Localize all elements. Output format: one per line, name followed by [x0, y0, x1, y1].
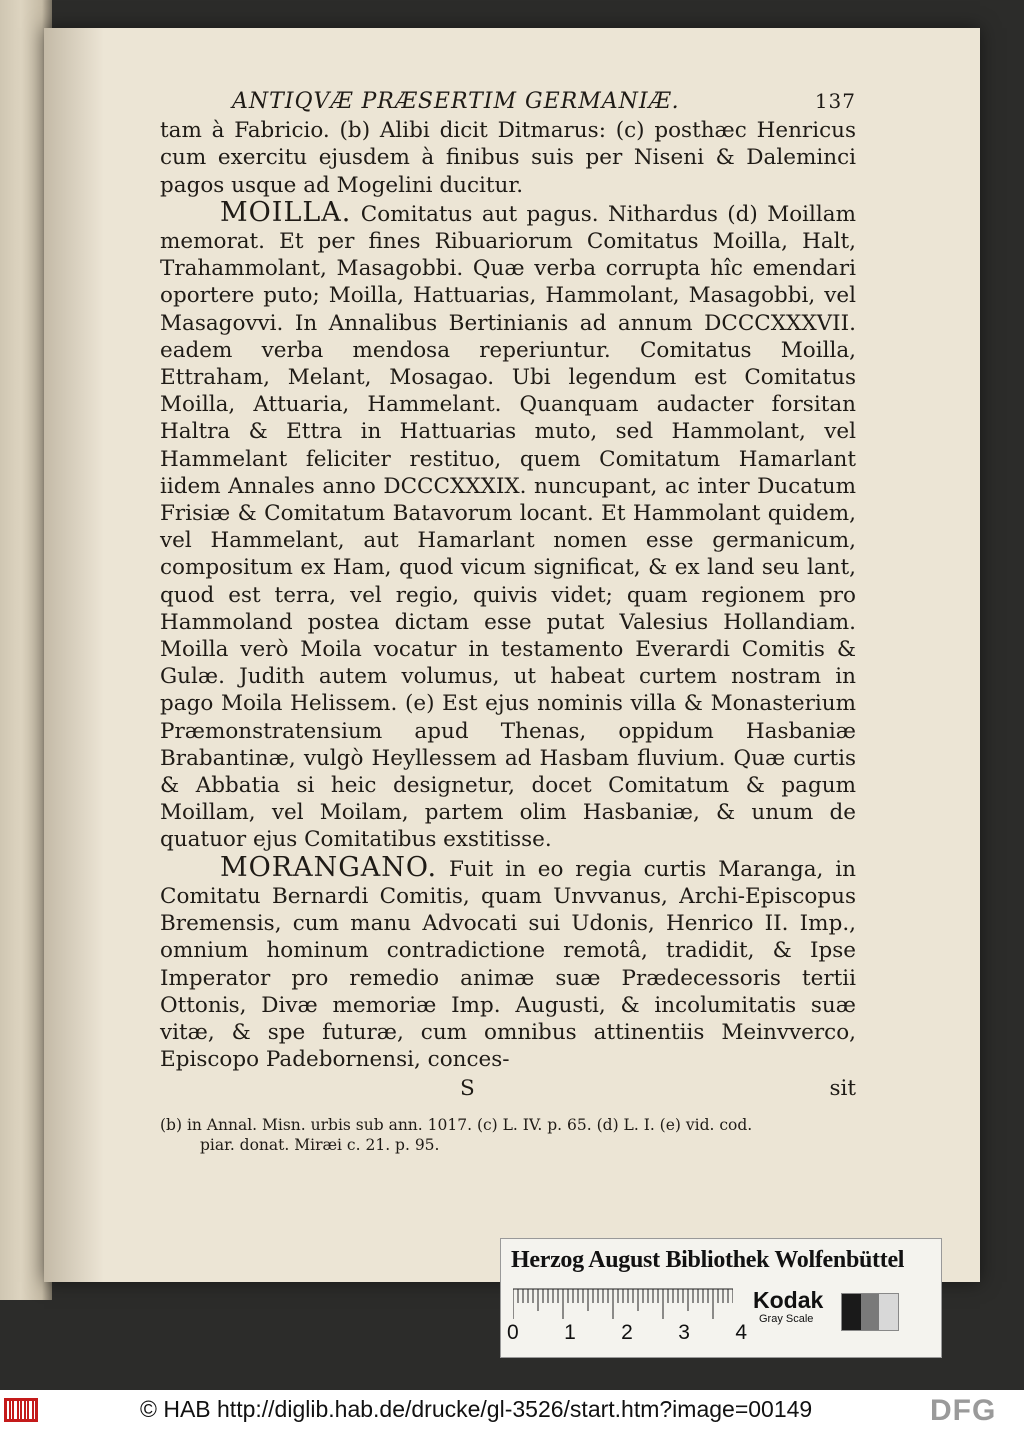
gray-patch: [842, 1294, 861, 1330]
entry-text-moilla: Comitatus aut pagus. Nithardus (d) Moillam memorat. Et per fines Ribuariorum Comitatus Moilla, Halt, Trahammolant, Masagobbi. Quæ verba corrupta hîc emendari oportere puto; Moilla, Hattuarias, Hammolant, Masagobbi, vel Masagovvi. In Annalibus Bertinianis ad annum DCCCXXXVII. eadem verba mendosa reperiuntur. Comitatus Moilla, Ettraham, Melant, Mosagao. Ubi legendum est Comitatus Moilla, Attuaria, Hammelant. Quanquam audacter forsitan Haltra & Ettra in Hattuarias muto, sed Hammolant, vel Hammelant feliciter restituo, quem Comitatum Hamarlant iidem Annales anno DCCCXXXIX. nuncupant, ac inter Ducatum Frisiæ & Comitatum Batavorum locant. Et Hammolant quidem, vel Hammelant, aut Hamarlant nomen esse germanicum, compositum ex Ham, quod vicum significat, & ex land seu lant, quod est terra, vel regio, quivis videt; quam regionem pro Hammoland postea dictam esse putat Valesius Hollandiam. Moilla verò Moila vocatur in testamento Everardi Comitis & Gulæ. Judith autem volumus, ut habeat curtem nostram in pago Moila Helissem. (e) Est ejus nominis villa & Monasterium Præmonstratensium apud Thenas, oppidum Hasbaniæ Brabantinæ, vulgò Heyllessem ad Hasbam fluvium. Quæ curtis & Abbatia si heic designetur, docet Comitatum & pagum Moillam, vel Moilam, partem olim Hasbaniæ, & unum de quatuor ejus Comitatibus exstitisse.: [160, 201, 857, 853]
ruler-number: 0: [507, 1321, 519, 1344]
viewer-footer: [0, 1390, 1024, 1430]
running-head: [160, 88, 856, 115]
catchword: sit: [829, 1076, 856, 1102]
book-page: [44, 28, 980, 1282]
page-number: 137: [814, 89, 856, 113]
kodak-logo: Kodak: [753, 1287, 824, 1313]
running-head-title: ANTIQVÆ PRÆSERTIM GERMANIÆ.: [232, 89, 680, 114]
entry-lemma-moilla: MOILLA.: [220, 196, 352, 228]
ruler-number: 2: [621, 1321, 633, 1344]
footnote-line-2: piar. donat. Miræi c. 21. p. 95.: [200, 1135, 440, 1154]
library-name: Herzog August Bibliothek Wolfenbüttel: [511, 1247, 905, 1273]
entry-morangano: [160, 851, 856, 1074]
gray-scale-patches: [841, 1293, 899, 1331]
gray-scale-label: Gray Scale: [759, 1313, 814, 1325]
entry-text-morangano: Fuit in eo regia curtis Maranga, in Comitatu Bernardi Comitis, quam Unvvanus, Archi-Episcopus Bremensis, cum manu Advocati sui Udonis, Henrico II. Imp., omnium hominum contradictione remotâ, tradidit, & Ipse Imperator pro remedio animæ suæ Prædecessoris tertii Ottonis, Divæ memoriæ Imp. Augusti, & incolumitatis suæ vitæ, & spe futuræ, cum omnibus attinentiis Meinvverco, Episcopo Padebornensi, conces-: [160, 856, 856, 1073]
ruler-number: 3: [678, 1321, 690, 1344]
gray-patch: [879, 1294, 898, 1330]
entry-lemma-morangano: MORANGANO.: [220, 851, 438, 883]
ruler-number: 4: [735, 1321, 747, 1344]
ruler-scale-icon: [513, 1287, 733, 1321]
copyright-url[interactable]: © HAB http://diglib.hab.de/drucke/gl-3526/start.htm?image=00149: [140, 1396, 813, 1422]
signature-line: [160, 1075, 856, 1102]
dfg-logo: DFG: [930, 1394, 997, 1427]
footnote-line-1: (b) in Annal. Misn. urbis sub ann. 1017. (c) L. IV. p. 65. (d) L. I. (e) vid. cod.: [160, 1115, 753, 1134]
page-gutter-shade: [44, 28, 104, 1282]
library-label: [500, 1238, 942, 1358]
page-text-block: [160, 88, 856, 1155]
ruler-numbers: [507, 1321, 747, 1347]
barcode-icon: [4, 1398, 38, 1422]
gray-patch: [861, 1294, 880, 1330]
signature-mark: S: [460, 1076, 475, 1102]
entry-moilla: [160, 196, 857, 854]
ruler-number: 1: [564, 1321, 576, 1344]
footnotes: [160, 1115, 856, 1155]
paragraph-continuation: tam à Fabricio. (b) Alibi dicit Ditmarus: (c) posthæc Henricus cum exercitu ejusdem à finibus suis per Niseni & Daleminci pagos usque ad Mogelini ducitur.: [160, 118, 856, 198]
